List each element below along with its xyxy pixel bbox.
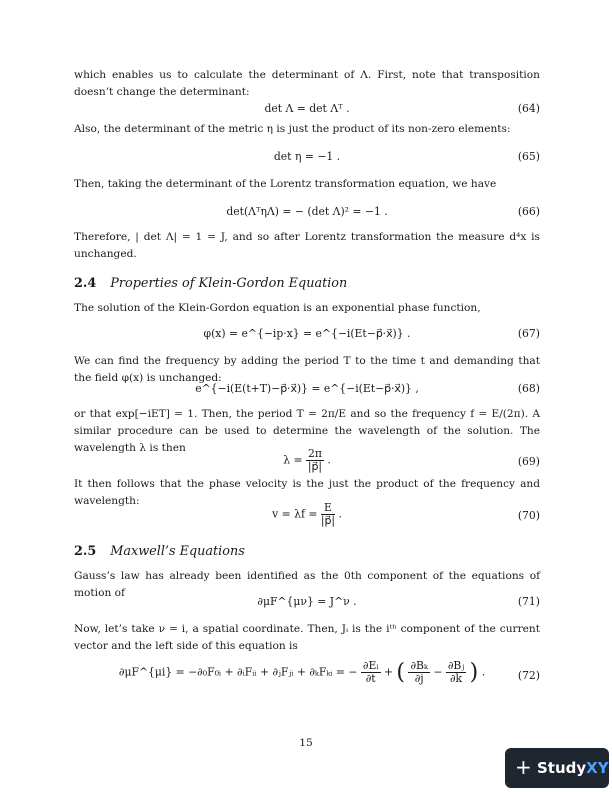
fraction-numerator: E: [321, 502, 335, 515]
equation-67: [74, 325, 540, 345]
section-number: 2.5: [74, 544, 97, 559]
fraction-numerator: 2π: [307, 447, 322, 460]
paragraph-kg-solution: The solution of the Klein-Gordon equation is an exponential phase function,: [74, 302, 481, 314]
equation-72-fraction-2: [408, 660, 429, 685]
equation-72-minus: −: [433, 665, 443, 679]
section-number: 2.4: [74, 276, 97, 291]
equation-72-fraction-3: [446, 660, 466, 685]
equation-72: [74, 660, 540, 692]
equation-66: [74, 203, 540, 223]
fraction-denominator: ∂k: [449, 672, 463, 685]
equation-72-lhs: ∂μF^{μi} = −∂₀F₀ᵢ + ∂ᵢFᵢᵢ + ∂ⱼFⱼᵢ + ∂ₖFₖᵢ = −: [118, 665, 358, 679]
right-paren: ): [469, 660, 479, 685]
equation-65: [74, 148, 540, 168]
watermark-text-accent: XY: [586, 759, 609, 777]
equation-69-tail: .: [327, 453, 331, 467]
equation-65-expr: det η = −1 .: [273, 150, 341, 163]
equation-66-expr: det(ΛᵀηΛ) = − (det Λ)² = −1 .: [226, 205, 388, 218]
paragraph-spatial-component: Now, let’s take ν = i, a spatial coordinate. Then, Jᵢ is the iᵗʰ component of the current vector and the left side of this equation is: [74, 623, 540, 652]
plus-icon: +: [515, 755, 532, 779]
section-heading-2-4: [74, 276, 347, 291]
equation-72-tail: .: [481, 665, 486, 679]
equation-64-number: (64): [517, 102, 540, 115]
equation-70-tail: .: [338, 507, 342, 521]
equation-64-expr: det Λ = det Λᵀ .: [264, 102, 350, 115]
watermark-text-main: Study: [537, 759, 587, 777]
fraction-denominator: |p⃗|: [307, 460, 322, 473]
equation-67-expr: φ(x) = e^{−ip·x} = e^{−i(Et−p⃗·x⃗)} .: [203, 327, 411, 340]
paragraph-measure-unchanged: Therefore, | det Λ| = 1 = J, and so after Lorentz transformation the measure d⁴x is unchanged.: [74, 231, 540, 260]
equation-71: [74, 593, 540, 613]
equation-70-expr: [74, 502, 540, 527]
equation-69: [74, 448, 540, 478]
equation-71-expr: ∂μF^{μν} = J^ν .: [257, 595, 357, 608]
equation-72-number: (72): [517, 669, 540, 682]
paragraph-metric-determinant: Also, the determinant of the metric η is just the product of its non-zero elements:: [74, 123, 511, 135]
equation-69-expr: [74, 448, 540, 473]
equation-72-fraction-1: [361, 660, 381, 685]
equation-71-number: (71): [517, 595, 540, 608]
equation-68-number: (68): [517, 382, 540, 395]
equation-65-number: (65): [517, 150, 540, 163]
equation-69-number: (69): [517, 455, 540, 468]
equation-66-number: (66): [517, 205, 540, 218]
equation-67-number: (67): [517, 327, 540, 340]
section-title: Maxwell’s Equations: [110, 544, 245, 559]
paragraph-frequency: We can find the frequency by adding the period T to the time t and demanding that the field φ(x) is unchanged:: [74, 355, 540, 384]
left-paren: (: [396, 660, 406, 685]
equation-70-lhs: v = λf =: [272, 507, 318, 521]
equation-70: [74, 502, 540, 532]
equation-64: [74, 100, 540, 120]
paragraph-gauss-law: Gauss’s law has already been identified as the 0th component of the equations of motion of: [74, 570, 540, 599]
paragraph-phase-velocity: It then follows that the phase velocity is the just the product of the frequency and wavelength:: [74, 478, 540, 507]
equation-68: [74, 380, 540, 400]
equation-72-expr: [64, 660, 540, 685]
studyxy-watermark[interactable]: [505, 748, 609, 788]
equation-69-fraction: [306, 448, 324, 473]
equation-70-number: (70): [517, 509, 540, 522]
paragraph-period-wavelength: or that exp[−iET] = 1. Then, the period T = 2π/E and so the frequency f = E/(2π). A similar procedure can be used to determine the wavelength of the solution. The wavelength λ is then: [74, 408, 540, 454]
fraction-numerator: ∂Bⱼ: [447, 659, 465, 672]
fraction-denominator: ∂j: [414, 672, 424, 685]
equation-69-lhs: λ =: [283, 453, 303, 467]
fraction-numerator: ∂Bₖ: [410, 659, 428, 672]
paragraph-determinant-intro: which enables us to calculate the determinant of Λ. First, note that transposition doesn’t change the determinant:: [74, 69, 540, 98]
section-heading-2-5: [74, 544, 245, 559]
paragraph-lorentz-determinant: Then, taking the determinant of the Lorentz transformation equation, we have: [74, 178, 497, 190]
page-number: 15: [299, 737, 313, 749]
equation-70-fraction: [321, 502, 335, 527]
fraction-denominator: ∂t: [365, 672, 376, 685]
fraction-denominator: |p⃗|: [320, 514, 336, 527]
equation-72-plus: +: [383, 665, 393, 679]
watermark-text: [537, 759, 609, 777]
fraction-numerator: ∂Eᵢ: [362, 659, 379, 672]
section-title: Properties of Klein-Gordon Equation: [110, 276, 348, 291]
equation-68-expr: e^{−i(E(t+T)−p⃗·x⃗)} = e^{−i(Et−p⃗·x⃗)} ,: [195, 382, 419, 395]
